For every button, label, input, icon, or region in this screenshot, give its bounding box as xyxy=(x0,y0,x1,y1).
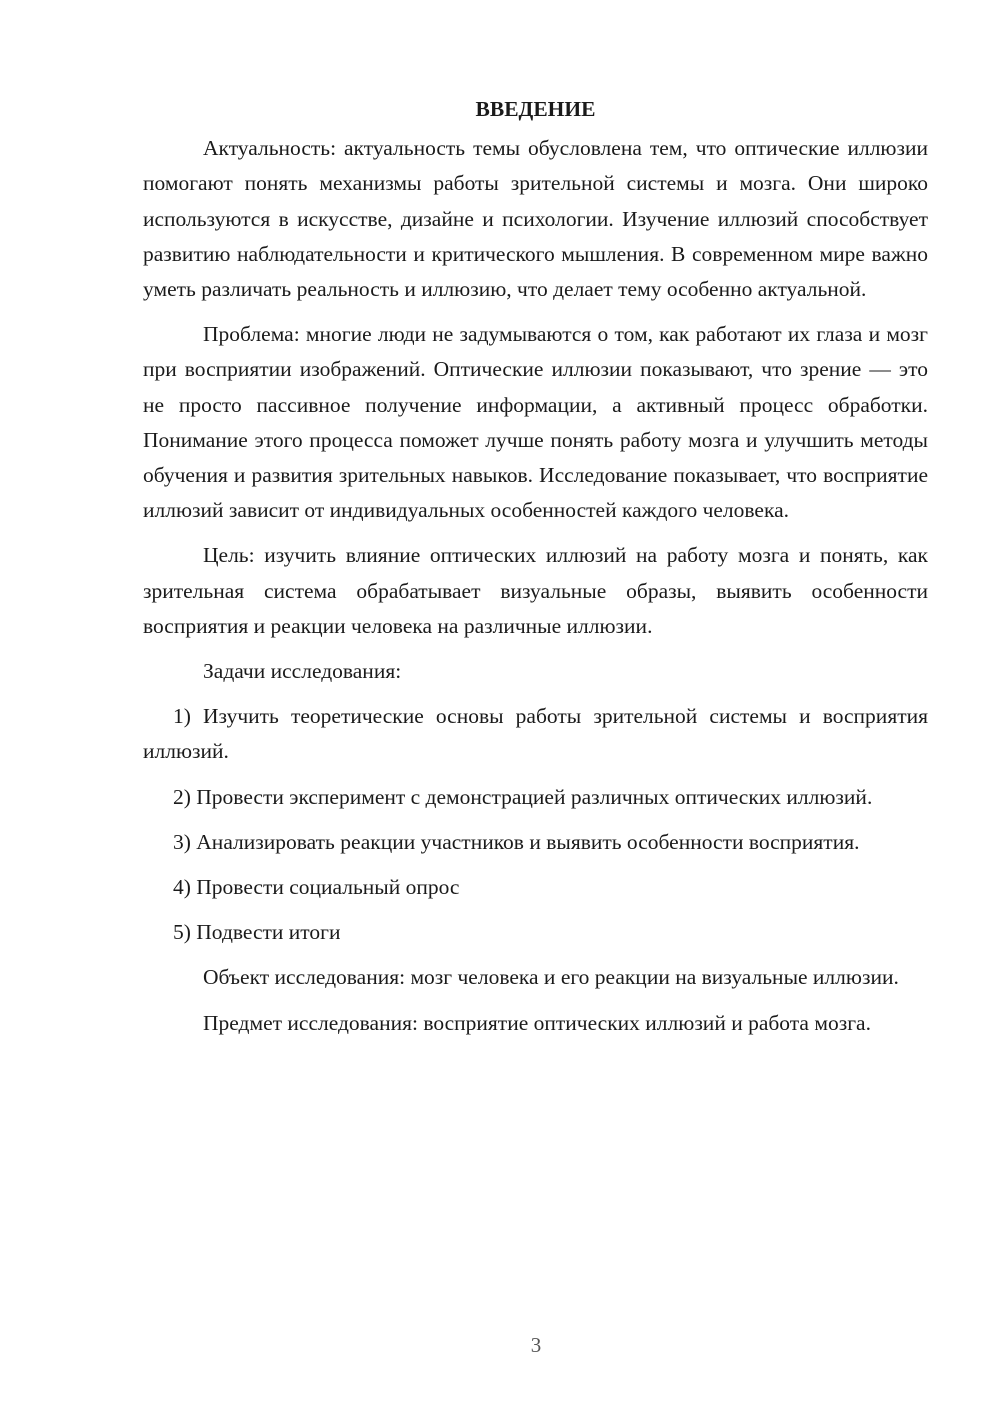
page-content xyxy=(143,92,928,1051)
goal-paragraph: Цель: изучить влияние оптических иллюзий на работу мозга и понять, как зрительная система обрабатывает визуальные образы, выявить особенности восприятия и реакции человека на различные иллюзии. xyxy=(143,543,928,638)
task-item-3: 3) Анализировать реакции участников и выявить особенности восприятия. xyxy=(173,829,860,854)
task-item-2: 2) Провести эксперимент с демонстрацией различных оптических иллюзий. xyxy=(173,784,873,809)
page-number: 3 xyxy=(530,1333,542,1357)
tasks-label: Задачи исследования: xyxy=(203,659,402,684)
relevance-paragraph: Актуальность: актуальность темы обусловлена тем, что оптические иллюзии помогают понять механизмы работы зрительной системы и мозга. Они широко используются в искусстве, дизайне и психологии. Изучение иллюзий способствует развитию наблюдательности и критического мышления. В современном мире важно уметь различать реальность и иллюзию, что делает тему особенно актуальной. xyxy=(143,136,928,302)
task-item-5: 5) Подвести итоги xyxy=(173,920,341,945)
object-paragraph: Объект исследования: мозг человека и его реакции на визуальные иллюзии. xyxy=(203,965,899,990)
section-heading: ВВЕДЕНИЕ xyxy=(475,97,596,121)
subject-paragraph: Предмет исследования: восприятие оптических иллюзий и работа мозга. xyxy=(203,1010,871,1035)
task-item-4: 4) Провести социальный опрос xyxy=(173,875,460,900)
problem-paragraph: Проблема: многие люди не задумываются о том, как работают их глаза и мозг при восприятии изображений. Оптические иллюзии показывают, что зрение — это не просто пассивное получение информации, а активный процесс обработки. Понимание этого процесса поможет лучше понять работу мозга и улучшить методы обучения и развития зрительных навыков. Исследование показывает, что восприятие иллюзий зависит от индивидуальных особенностей каждого человека. xyxy=(143,322,928,523)
task-item-1: 1) Изучить теоретические основы работы зрительной системы и восприятия иллюзий. xyxy=(143,704,928,764)
